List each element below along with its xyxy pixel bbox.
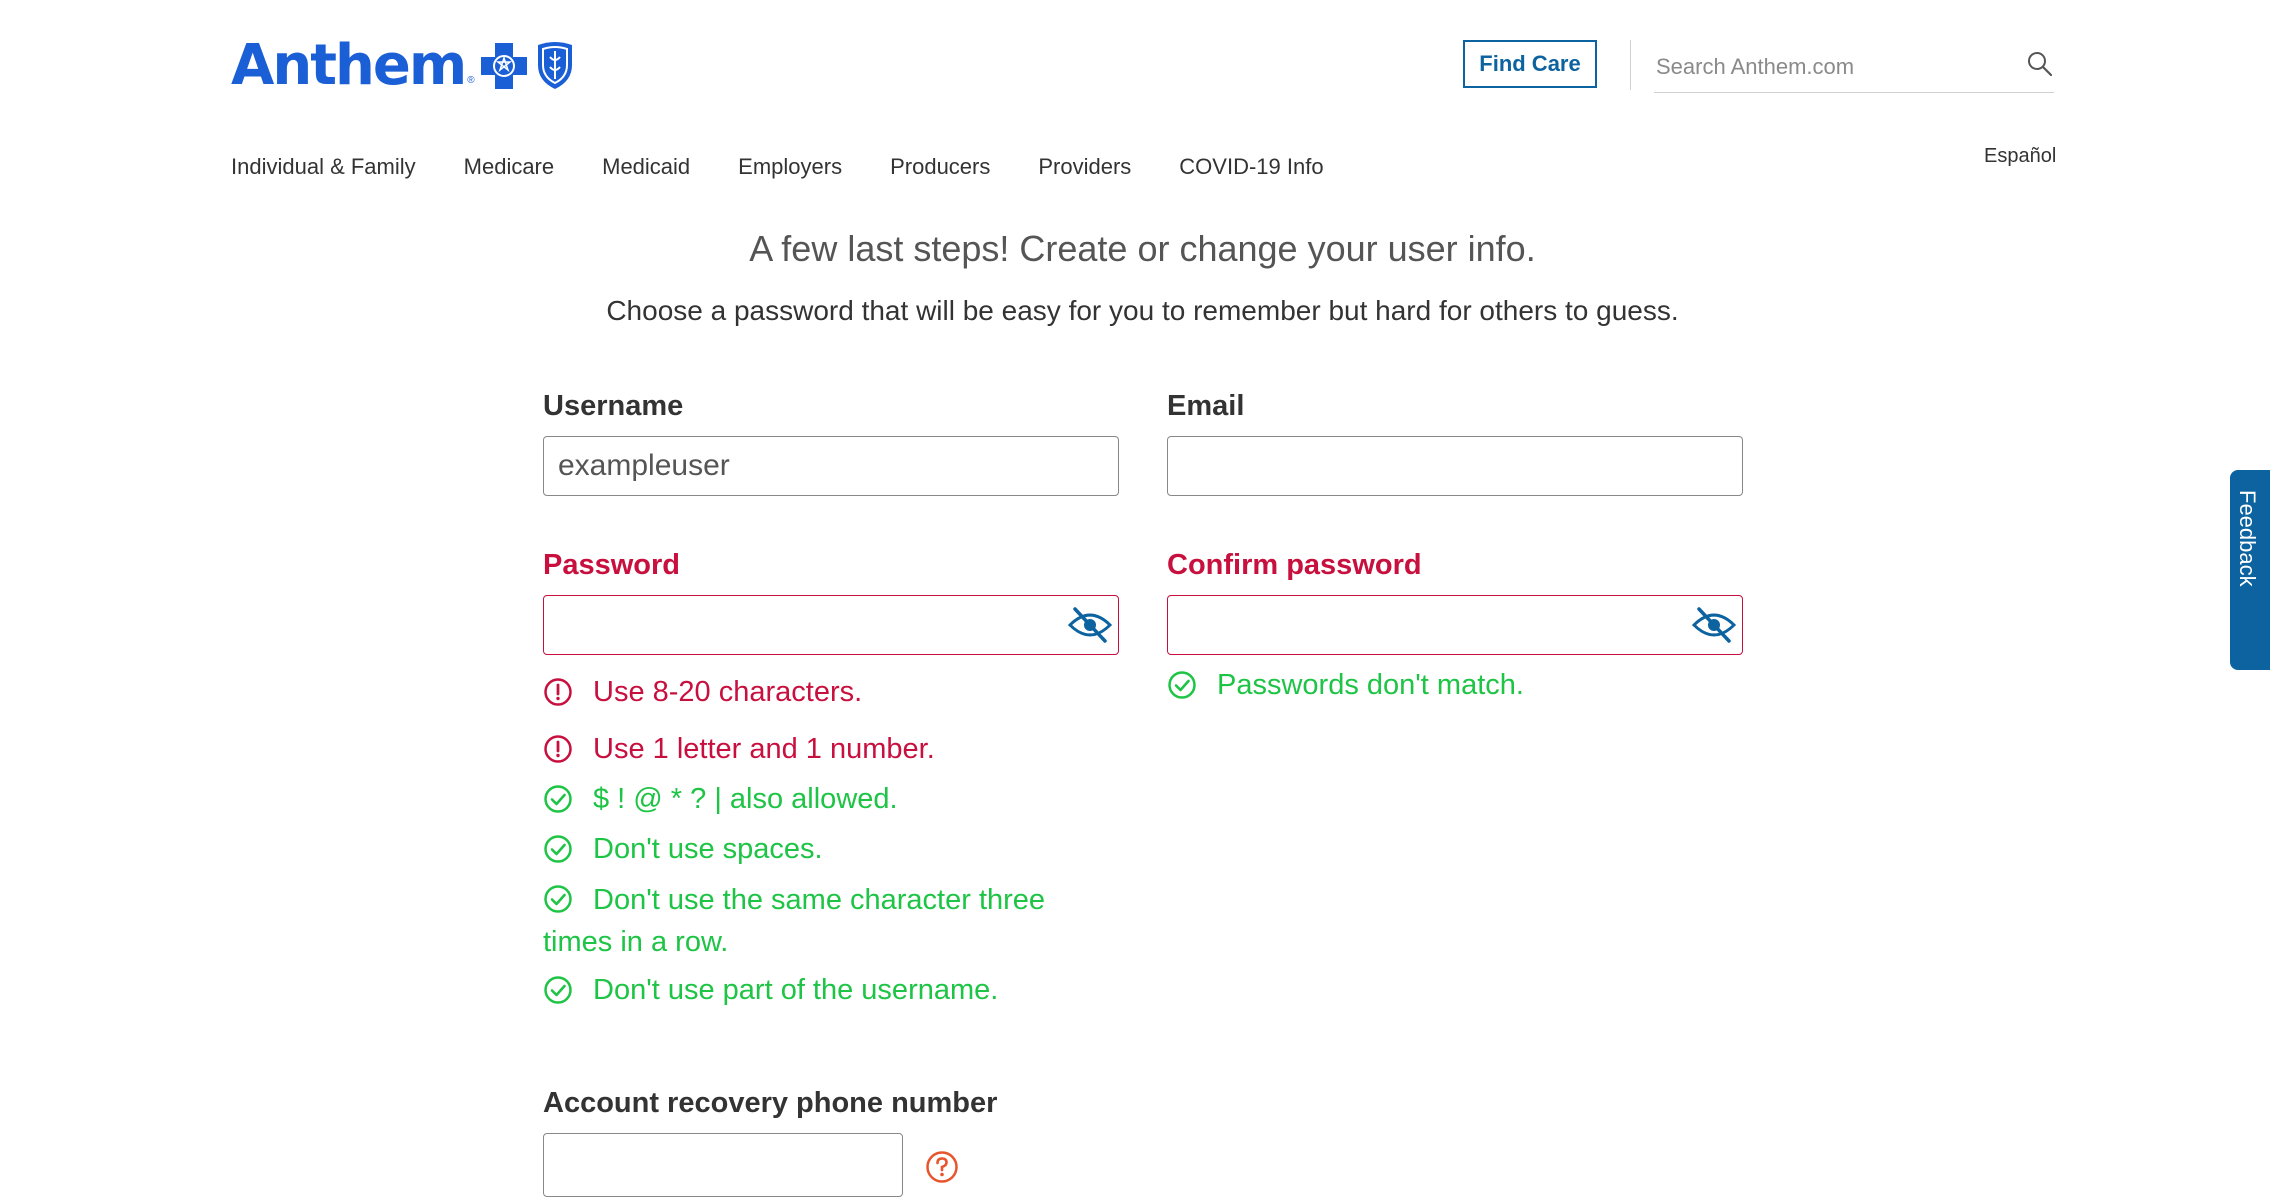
language-link-espanol[interactable]: Español (1984, 145, 2057, 167)
main-nav (231, 154, 1372, 180)
search-icon[interactable] (2026, 50, 2054, 78)
confirm-password-message (1167, 664, 1743, 706)
nav-medicare[interactable]: Medicare (463, 154, 555, 179)
check-circle-icon (543, 884, 573, 914)
password-label: Password (543, 549, 680, 581)
feedback-tab[interactable] (2230, 470, 2270, 670)
confirm-password-field-wrap (1167, 595, 1743, 655)
password-field-wrap (543, 595, 1119, 655)
phone-input[interactable] (543, 1133, 903, 1197)
check-circle-icon (543, 784, 573, 814)
find-care-button[interactable]: Find Care (1463, 40, 1597, 88)
logo-registered-mark: ® (467, 75, 475, 86)
alert-circle-icon (543, 677, 573, 707)
check-circle-icon (1167, 670, 1197, 700)
password-rule-special-chars (543, 778, 1119, 820)
hide-confirm-password-icon[interactable] (1691, 605, 1737, 645)
hide-password-icon[interactable] (1067, 605, 1113, 645)
nav-producers[interactable]: Producers (890, 154, 991, 179)
confirm-password-label: Confirm password (1167, 549, 1422, 581)
blue-shield-icon (535, 41, 575, 91)
alert-circle-icon (543, 734, 573, 764)
password-rule-text: Don't use spaces. (593, 833, 823, 865)
header-divider (1630, 40, 1631, 90)
page-subtitle: Choose a password that will be easy for you to remember but hard for others to guess. (606, 295, 1679, 326)
password-rule-text: Don't use the same character three times in a row. (543, 884, 1046, 958)
email-label: Email (1167, 390, 1245, 422)
confirm-password-input[interactable] (1167, 595, 1743, 655)
password-rule-text: $ ! @ * ? | also allowed. (593, 783, 898, 815)
logo-text: Anthem (231, 33, 466, 98)
password-rule-text: Don't use part of the username. (593, 974, 999, 1006)
password-rule-letter-number (543, 728, 1119, 770)
password-rule-text: Use 1 letter and 1 number. (593, 733, 935, 765)
password-rule-no-username (543, 969, 1119, 1011)
password-input[interactable] (543, 595, 1119, 655)
nav-providers[interactable]: Providers (1038, 154, 1132, 179)
site-search (1654, 40, 2054, 93)
username-input[interactable] (543, 436, 1119, 496)
phone-label: Account recovery phone number (543, 1087, 998, 1119)
blue-cross-icon (479, 41, 529, 91)
nav-individual-family[interactable]: Individual & Family (231, 154, 416, 179)
search-input[interactable] (1654, 46, 2008, 88)
help-question-icon[interactable] (925, 1150, 959, 1184)
nav-employers[interactable]: Employers (738, 154, 843, 179)
password-rule-no-repeat (543, 878, 1103, 963)
username-label: Username (543, 390, 684, 422)
nav-covid-19-info[interactable]: COVID-19 Info (1179, 154, 1324, 179)
password-rule-length (543, 671, 1119, 713)
password-rule-no-spaces (543, 828, 1119, 870)
confirm-message-text: Passwords don't match. (1217, 669, 1524, 701)
page-title: A few last steps! Create or change your user info. (749, 228, 1536, 269)
anthem-logo[interactable] (231, 34, 575, 98)
email-input[interactable] (1167, 436, 1743, 496)
check-circle-icon (543, 975, 573, 1005)
password-rule-text: Use 8-20 characters. (593, 676, 863, 708)
feedback-label: Feedback (2235, 490, 2260, 587)
nav-medicaid[interactable]: Medicaid (602, 154, 691, 179)
check-circle-icon (543, 834, 573, 864)
